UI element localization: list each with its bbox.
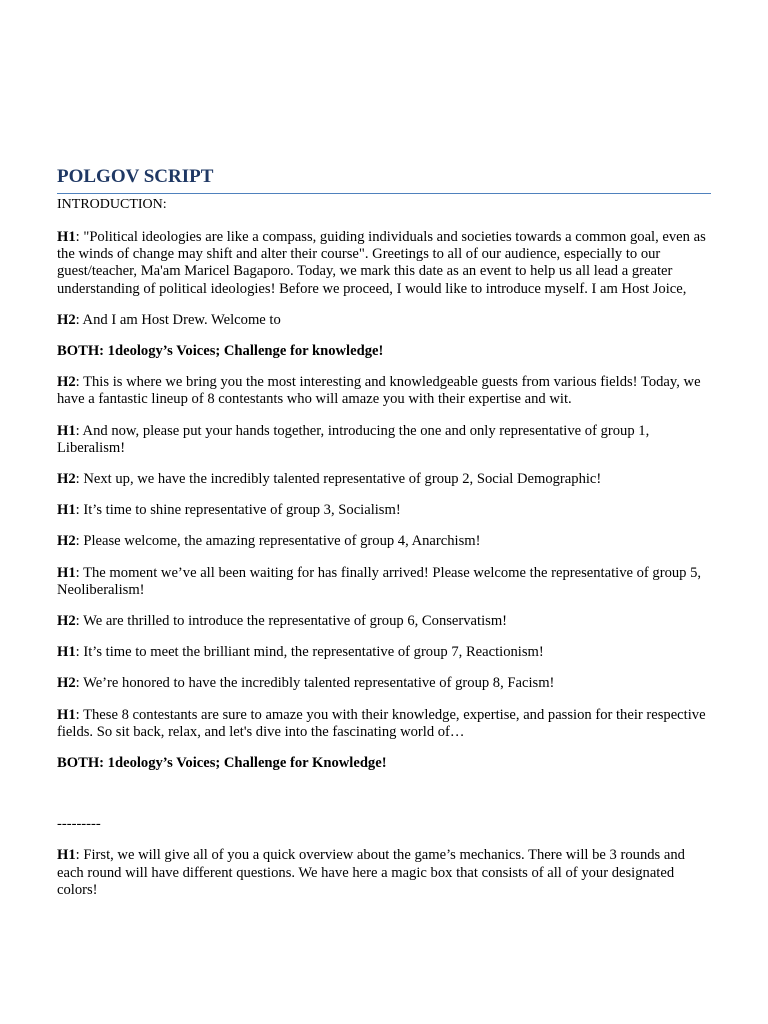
speaker-label: H1	[57, 422, 76, 439]
dialogue-paragraph	[57, 374, 711, 408]
both-hosts-line: BOTH: 1deology’s Voices; Challenge for Knowledge!	[57, 755, 387, 772]
dialogue-paragraph	[57, 707, 711, 741]
dialogue-paragraph	[57, 565, 711, 599]
speaker-label: H1	[57, 706, 76, 723]
script-page	[57, 164, 711, 913]
dialogue-paragraph	[57, 229, 711, 298]
speaker-label: H2	[57, 311, 76, 328]
speaker-label: H1	[57, 229, 76, 245]
dialogue-text: : These 8 contestants are sure to amaze you with their knowledge, expertise, and passion for their respective fields. So sit back, relax, and let's dive into the fascinating world of…	[57, 706, 706, 740]
dialogue-text: : "Political ideologies are like a compass, guiding individuals and societies towards a common goal, even as the winds of change may shift and alter their course". Greetings to all of our audience, especially to our guest/teacher, Ma'am Maricel Bagaporo. Today, we mark this date as an event to help us all lead a greater understanding of political ideologies! Before we proceed, I would like to introduce myself. I am Host Joice,	[57, 229, 706, 297]
dialogue-paragraph	[57, 312, 711, 329]
dialogue-paragraph	[57, 502, 711, 519]
both-hosts-line: BOTH: 1deology’s Voices; Challenge for knowledge!	[57, 343, 384, 360]
script-body	[57, 229, 711, 772]
dialogue-paragraph	[57, 675, 711, 692]
speaker-label: H2	[57, 533, 76, 550]
speaker-label: H1	[57, 644, 76, 661]
dialogue-paragraph	[57, 423, 711, 457]
section-label: INTRODUCTION:	[57, 197, 167, 212]
dialogue-text: : It’s time to meet the brilliant mind, the representative of group 7, Reactionism!	[75, 644, 544, 661]
dialogue-text: : First, we will give all of you a quick overview about the game’s mechanics. There will be 3 rounds and each round will have different questions. We have here a magic box that consists of all of your designated colors!	[57, 847, 685, 898]
dialogue-paragraph	[57, 533, 711, 550]
speaker-label: H2	[57, 471, 76, 488]
speaker-label: H2	[57, 613, 76, 630]
speaker-label: H1	[57, 564, 76, 581]
dash-divider: ---------	[57, 816, 101, 833]
dialogue-text: : Please welcome, the amazing representative of group 4, Anarchism!	[75, 533, 481, 550]
speaker-label: H1	[57, 847, 76, 864]
dialogue-text: : And I am Host Drew. Welcome to	[75, 311, 281, 328]
dialogue-text: : The moment we’ve all been waiting for has finally arrived! Please welcome the representative of group 5, Neoliberalism!	[57, 564, 702, 598]
dialogue-text: : Next up, we have the incredibly talented representative of group 2, Social Demographic!	[75, 471, 602, 488]
script-body-continued	[57, 847, 711, 899]
speaker-label: H2	[57, 374, 76, 391]
dialogue-text: : We’re honored to have the incredibly talented representative of group 8, Facism!	[75, 675, 555, 692]
dialogue-paragraph	[57, 847, 711, 899]
document-title: POLGOV SCRIPT	[57, 164, 711, 194]
dialogue-paragraph	[57, 644, 711, 661]
dialogue-text: : And now, please put your hands together, introducing the one and only representative of group 1, Liberalism!	[57, 422, 650, 456]
dialogue-paragraph	[57, 471, 711, 488]
dialogue-text: : It’s time to shine representative of group 3, Socialism!	[75, 502, 401, 519]
dialogue-text: : This is where we bring you the most interesting and knowledgeable guests from various fields! Today, we have a fantastic lineup of 8 contestants who will amaze you with their expertise and wit.	[57, 374, 701, 408]
dialogue-paragraph	[57, 613, 711, 630]
speaker-label: H1	[57, 502, 76, 519]
dialogue-text: : We are thrilled to introduce the representative of group 6, Conservatism!	[75, 613, 508, 630]
speaker-label: H2	[57, 675, 76, 692]
